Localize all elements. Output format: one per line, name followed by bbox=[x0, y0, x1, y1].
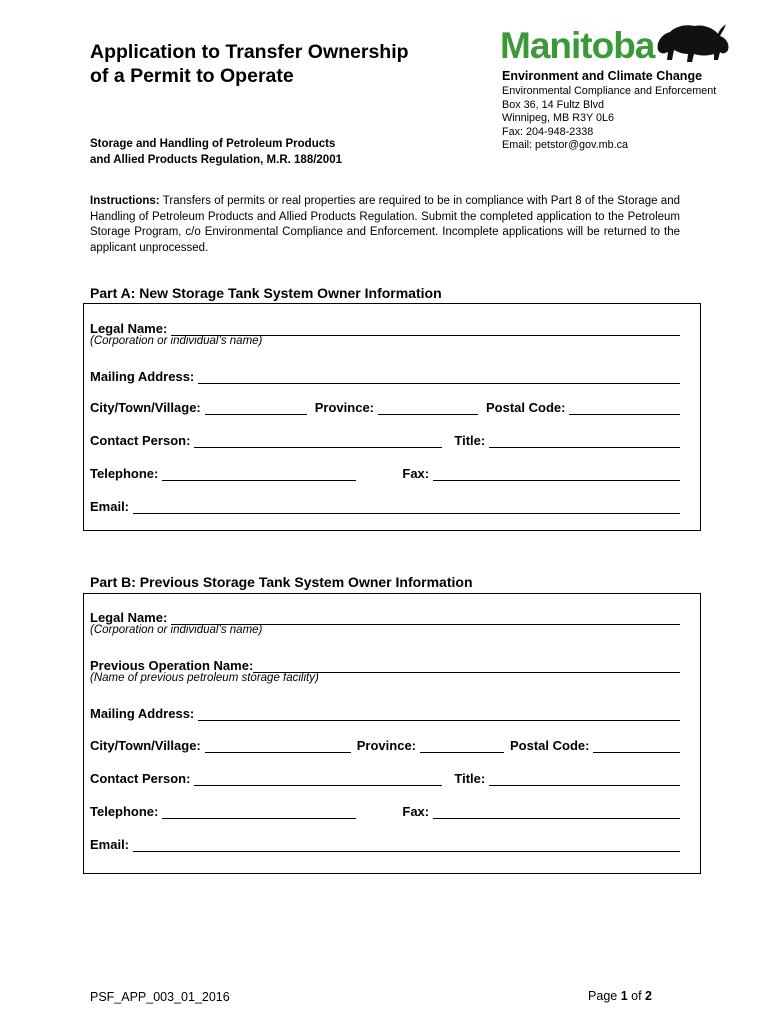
part-b-telephone-field[interactable] bbox=[162, 805, 356, 819]
part-a-mailing-row bbox=[90, 366, 680, 384]
part-a-title-field[interactable] bbox=[489, 434, 680, 448]
manitoba-logo bbox=[500, 20, 732, 70]
part-a-mailing-address-field[interactable] bbox=[198, 370, 680, 384]
part-a-legal-name-row bbox=[90, 318, 680, 336]
part-b-email-field[interactable] bbox=[133, 838, 680, 852]
part-a-email-row bbox=[90, 496, 680, 514]
page-total: 2 bbox=[645, 989, 652, 1003]
contact-person-label: Contact Person: bbox=[90, 433, 191, 448]
province-label: Province: bbox=[314, 400, 375, 415]
part-b-fax-field[interactable] bbox=[433, 805, 680, 819]
regulation-reference bbox=[90, 136, 410, 168]
department-division: Environmental Compliance and Enforcement bbox=[502, 85, 717, 97]
previous-operation-label: Previous Operation Name: bbox=[90, 658, 254, 673]
department-address bbox=[502, 85, 716, 153]
legal-name-label: Legal Name: bbox=[90, 610, 168, 625]
part-a-city-row bbox=[90, 397, 680, 415]
instructions-text: Transfers of permits or real properties are required to be in compliance with Part 8 of the Storage and Handling of Petroleum Products and Allied Products Regulation. Submit the completed application to the Petroleum Storage Program, c/o Environmental Compliance and Enforcement. Incomplete applications will be returned to the applicant unprocessed. bbox=[90, 195, 680, 254]
page-label: Page bbox=[588, 989, 621, 1003]
part-a-email-field[interactable] bbox=[133, 500, 680, 514]
telephone-label: Telephone: bbox=[90, 804, 159, 819]
department-city: Winnipeg, MB R3Y 0L6 bbox=[502, 112, 615, 125]
instructions bbox=[90, 194, 680, 256]
legal-name-hint: (Corporation or individual’s name) bbox=[90, 624, 263, 636]
part-b-previous-operation-row bbox=[90, 655, 680, 673]
part-b-title-field[interactable] bbox=[489, 772, 680, 786]
email-label: Email: bbox=[90, 499, 130, 514]
title-label: Title: bbox=[454, 433, 486, 448]
form-title-line1: Application to Transfer Ownership bbox=[90, 41, 409, 63]
mailing-address-label: Mailing Address: bbox=[90, 706, 195, 721]
mailing-address-label: Mailing Address: bbox=[90, 369, 195, 384]
form-title bbox=[90, 40, 450, 88]
postal-code-label: Postal Code: bbox=[486, 400, 566, 415]
part-a-city-field[interactable] bbox=[205, 401, 307, 415]
part-b-mailing-row bbox=[90, 703, 680, 721]
instructions-label: Instructions: bbox=[90, 195, 160, 207]
part-b-legal-name-row bbox=[90, 607, 680, 625]
regulation-line2: and Allied Products Regulation, M.R. 188/2001 bbox=[90, 154, 342, 166]
legal-name-label: Legal Name: bbox=[90, 321, 168, 336]
part-a-postal-code-field[interactable] bbox=[569, 401, 680, 415]
part-b-mailing-address-field[interactable] bbox=[198, 707, 680, 721]
page-number bbox=[588, 989, 652, 1003]
part-b-contact-row bbox=[90, 768, 680, 786]
fax-label: Fax: bbox=[402, 804, 430, 819]
department-name: Environment and Climate Change bbox=[502, 69, 703, 83]
part-a-phone-row bbox=[90, 463, 680, 481]
page-current: 1 bbox=[620, 989, 628, 1003]
part-a-legal-name-field[interactable] bbox=[171, 322, 680, 336]
title-label: Title: bbox=[454, 771, 486, 786]
bison-icon bbox=[652, 20, 732, 70]
regulation-line1: Storage and Handling of Petroleum Products bbox=[90, 138, 336, 150]
part-b-province-field[interactable] bbox=[420, 739, 504, 753]
contact-person-label: Contact Person: bbox=[90, 771, 191, 786]
department-box: Box 36, 14 Fultz Blvd bbox=[502, 98, 605, 111]
email-label: Email: bbox=[90, 837, 130, 852]
manitoba-wordmark: Manitoba bbox=[500, 25, 655, 66]
part-a-province-field[interactable] bbox=[378, 401, 478, 415]
part-b-city-row bbox=[90, 735, 680, 753]
part-a-heading: Part A: New Storage Tank System Owner Information bbox=[90, 285, 442, 301]
form-code: PSF_APP_003_01_2016 bbox=[90, 990, 230, 1004]
part-b-phone-row bbox=[90, 801, 680, 819]
page-of: of bbox=[627, 989, 646, 1003]
part-a-fax-field[interactable] bbox=[433, 467, 680, 481]
part-b-previous-operation-field[interactable] bbox=[253, 659, 680, 673]
form-title-line2: of a Permit to Operate bbox=[90, 65, 294, 87]
part-a-telephone-field[interactable] bbox=[162, 467, 356, 481]
part-b-legal-name-field[interactable] bbox=[171, 611, 680, 625]
telephone-label: Telephone: bbox=[90, 466, 159, 481]
department-email: Email: petstor@gov.mb.ca bbox=[502, 139, 628, 152]
previous-operation-hint: (Name of previous petroleum storage facility) bbox=[90, 672, 319, 684]
part-a-contact-row bbox=[90, 430, 680, 448]
fax-label: Fax: bbox=[402, 466, 430, 481]
city-label: City/Town/Village: bbox=[90, 400, 201, 415]
part-b-heading: Part B: Previous Storage Tank System Owner Information bbox=[90, 574, 473, 590]
city-label: City/Town/Village: bbox=[90, 738, 201, 753]
part-a-contact-person-field[interactable] bbox=[194, 434, 442, 448]
postal-code-label: Postal Code: bbox=[510, 738, 590, 753]
department-fax: Fax: 204-948-2338 bbox=[502, 125, 594, 138]
legal-name-hint: (Corporation or individual’s name) bbox=[90, 335, 263, 347]
part-b-contact-person-field[interactable] bbox=[194, 772, 442, 786]
part-b-email-row bbox=[90, 834, 680, 852]
province-label: Province: bbox=[356, 738, 417, 753]
part-b-postal-code-field[interactable] bbox=[593, 739, 680, 753]
part-b-city-field[interactable] bbox=[205, 739, 351, 753]
